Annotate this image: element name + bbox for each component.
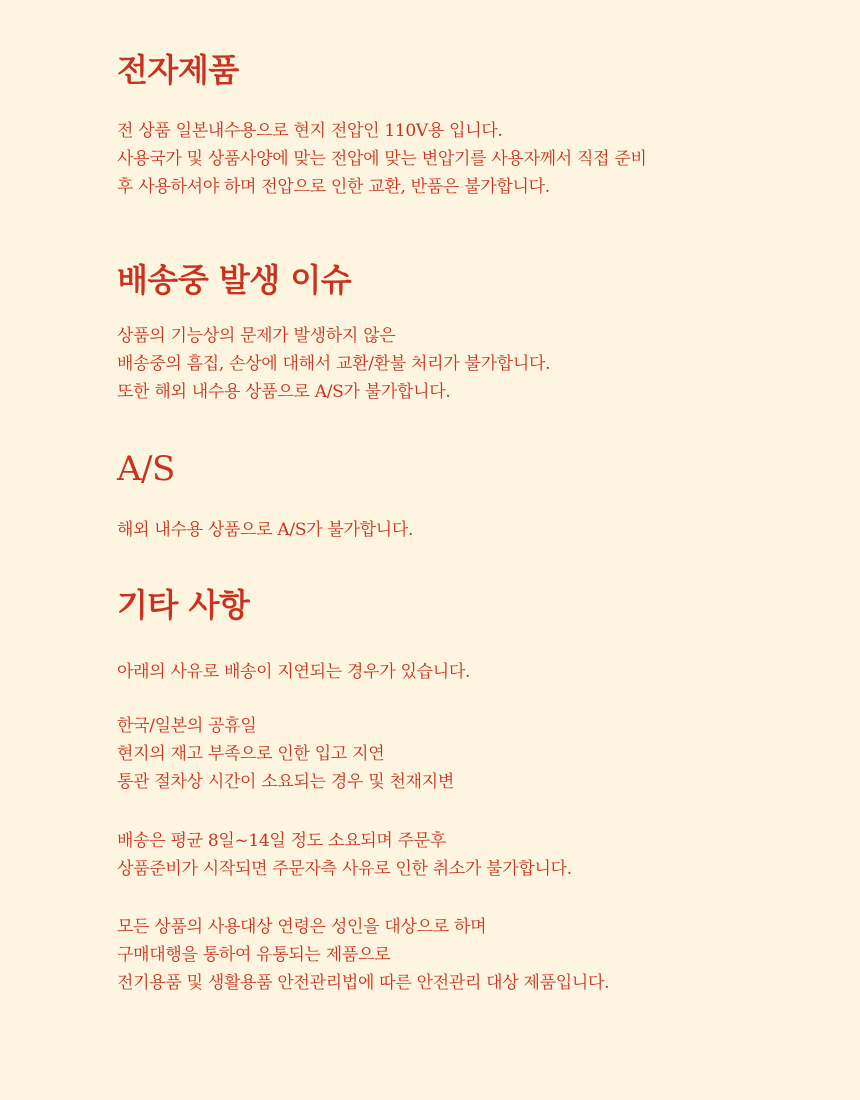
- section-body-electronics: [117, 117, 647, 201]
- text-line: 구매대행을 통하여 유통되는 제품으로: [117, 945, 391, 965]
- text-line: 아래의 사유로 배송이 지연되는 경우가 있습니다.: [117, 662, 471, 682]
- text-line: 해외 내수용 상품으로 A/S가 불가합니다.: [117, 520, 414, 540]
- text-line: 전 상품 일본내수용으로 현지 전압인 110V용 입니다.: [117, 121, 503, 141]
- text-line: 또한 해외 내수용 상품으로 A/S가 불가합니다.: [117, 382, 451, 402]
- text-line: 현지의 재고 부족으로 인한 입고 지연: [117, 744, 385, 764]
- text-line: 배송은 평균 8일~14일 정도 소요되며 주문후: [117, 831, 446, 851]
- section-body-as: [117, 516, 413, 544]
- section-title-shipping-issues: 배송중 발생 이슈: [117, 261, 352, 299]
- text-line: 통관 절차상 시간이 소요되는 경우 및 천재지변: [117, 772, 454, 792]
- section-title-electronics: 전자제품: [117, 51, 239, 89]
- text-line: 사용국가 및 상품사양에 맞는 전압에 맞는 변압기를 사용자께서 직접 준비: [117, 149, 647, 169]
- section-title-as: A/S: [117, 449, 175, 489]
- other-paragraph-delivery-time: [117, 827, 572, 883]
- text-line: 후 사용하셔야 하며 전압으로 인한 교환, 반품은 불가합니다.: [117, 177, 550, 197]
- other-paragraph-delay-reasons: [117, 712, 454, 796]
- other-paragraph-age-safety: [117, 913, 609, 997]
- text-line: 모든 상품의 사용대상 연령은 성인을 대상으로 하며: [117, 917, 487, 937]
- text-line: 상품준비가 시작되면 주문자측 사유로 인한 취소가 불가합니다.: [117, 859, 572, 879]
- section-body-shipping-issues: [117, 322, 550, 406]
- text-line: 배송중의 흠집, 손상에 대해서 교환/환불 처리가 불가합니다.: [117, 354, 551, 374]
- text-line: 한국/일본의 공휴일: [117, 716, 257, 736]
- other-paragraph-delay-intro: [117, 658, 470, 686]
- text-line: 상품의 기능상의 문제가 발생하지 않은: [117, 326, 396, 346]
- text-line: 전기용품 및 생활용품 안전관리법에 따른 안전관리 대상 제품입니다.: [117, 973, 610, 993]
- section-title-other: 기타 사항: [117, 586, 250, 624]
